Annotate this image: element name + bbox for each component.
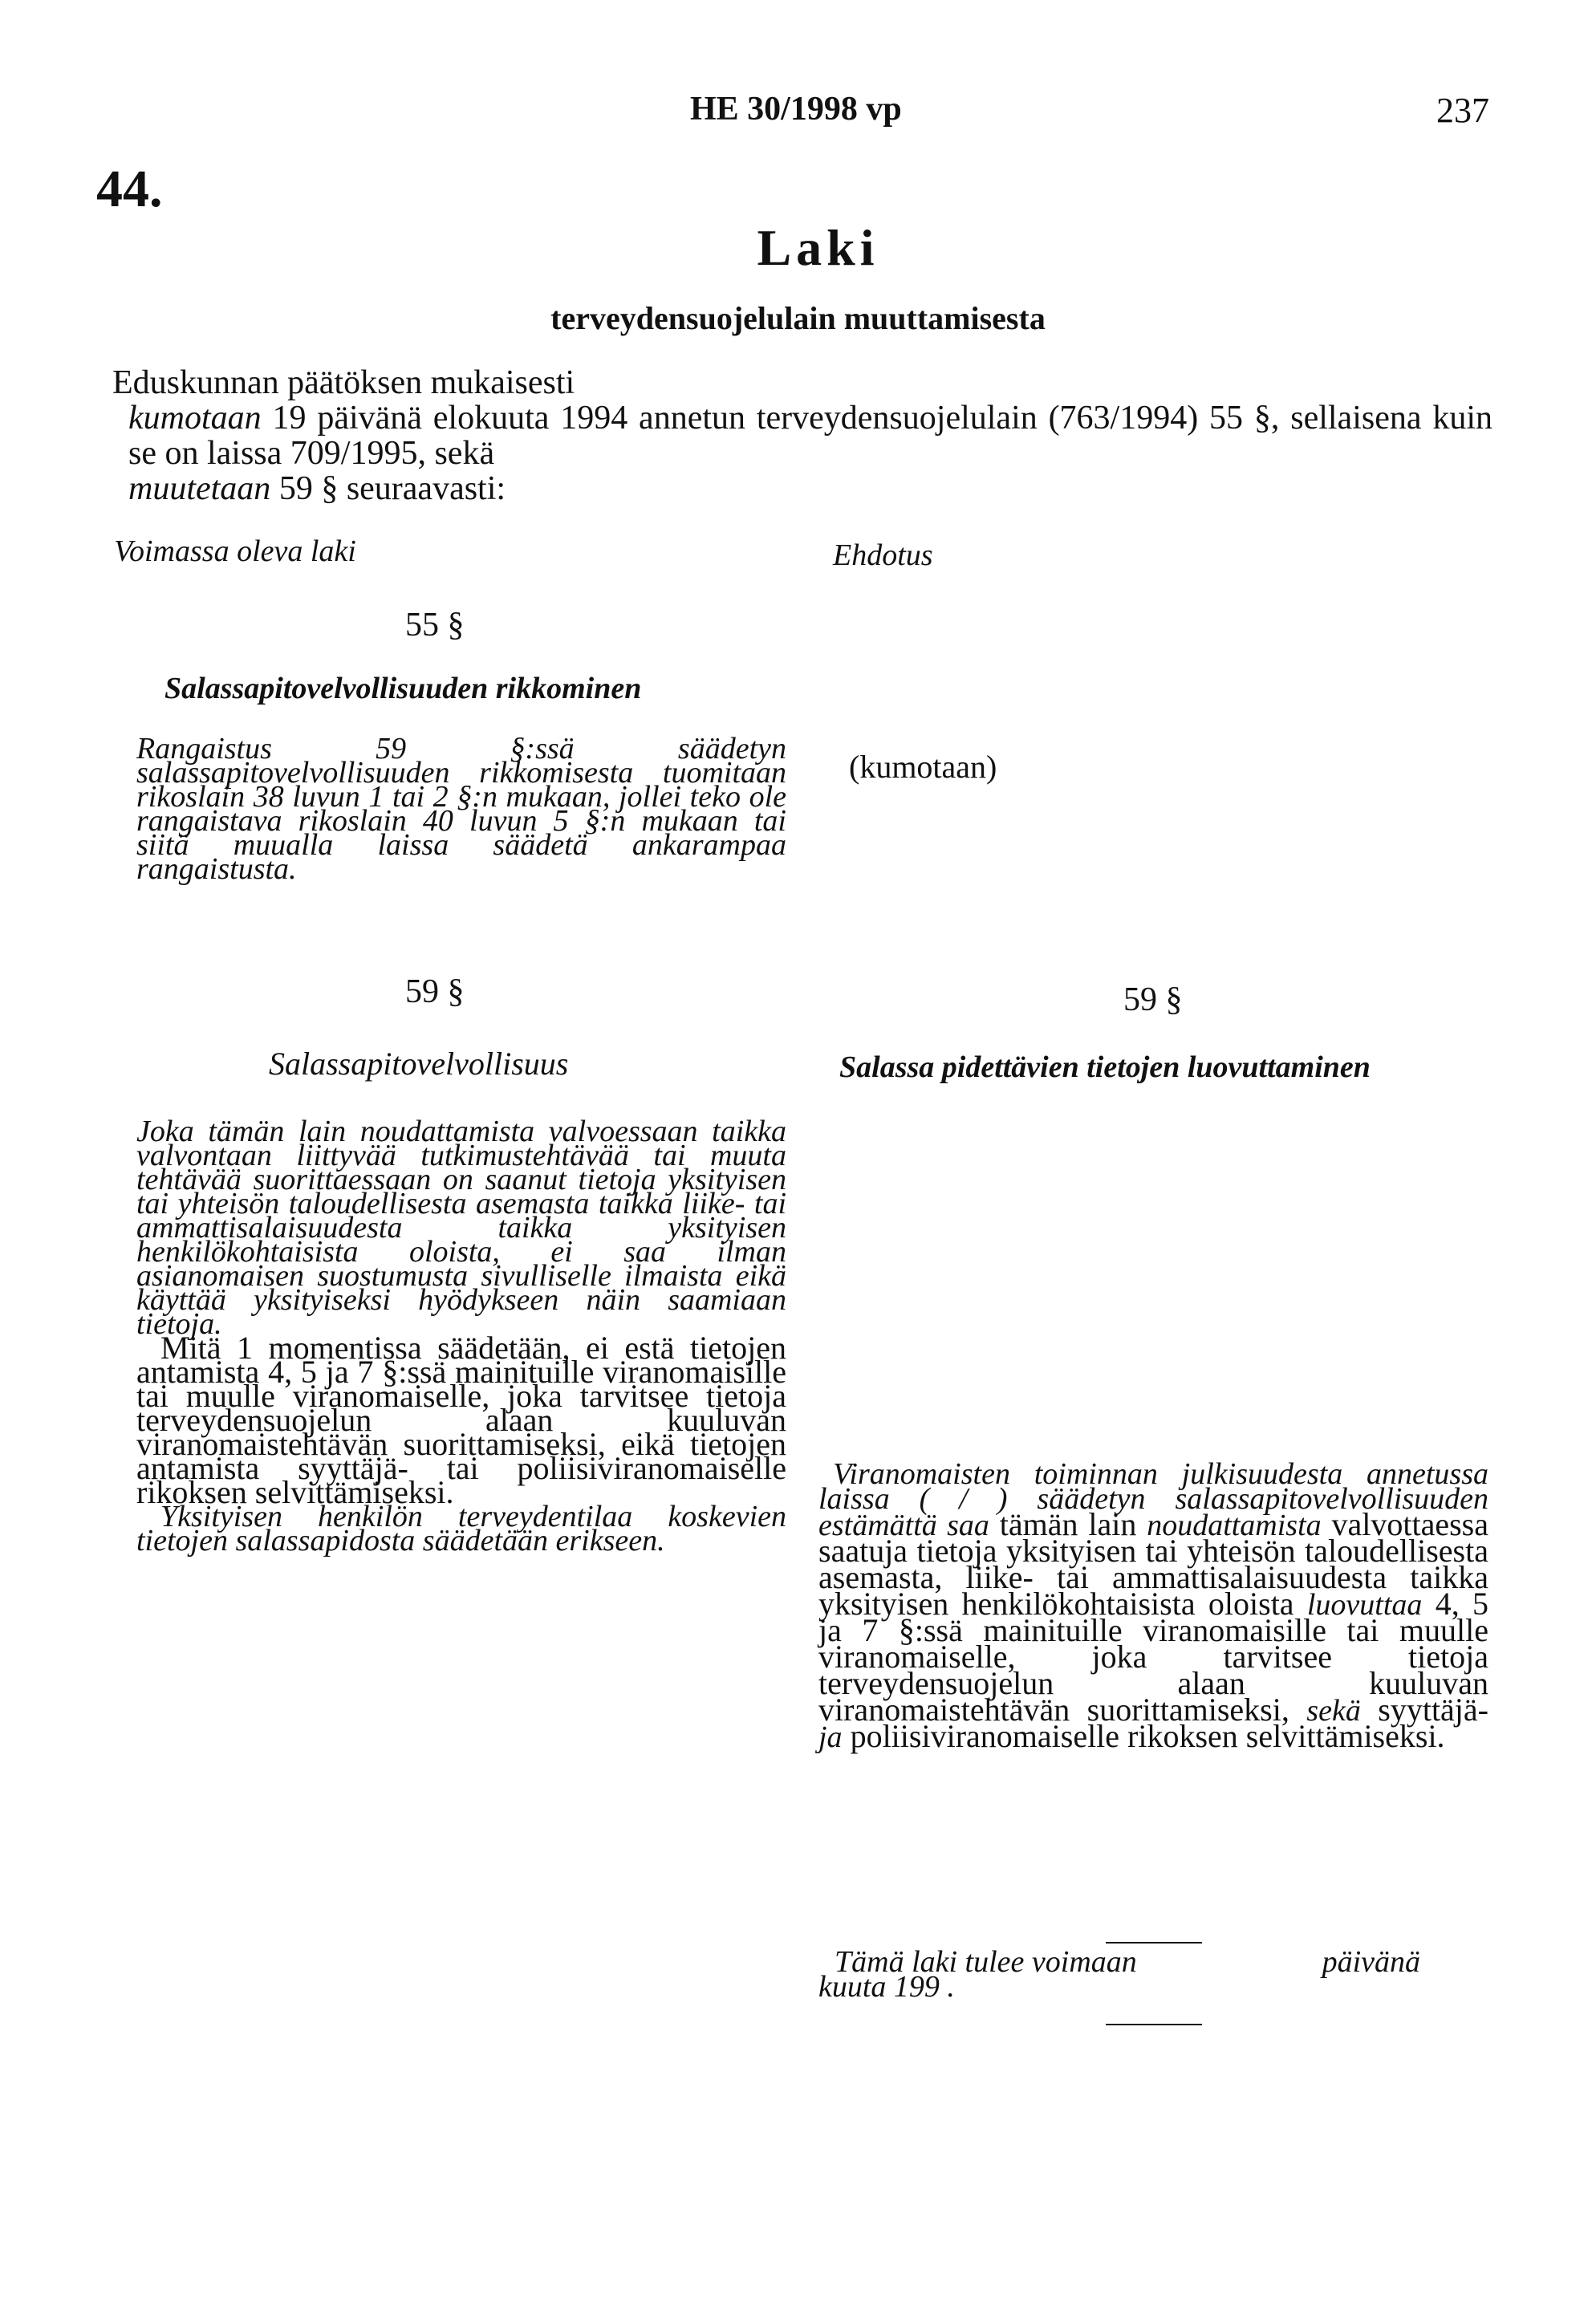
- page-number: 237: [1436, 91, 1489, 130]
- proposal-roman-1: tämän lain: [989, 1506, 1147, 1542]
- section-59-number-proposal: 59 §: [1123, 981, 1183, 1018]
- repeal-verb: kumotaan: [128, 400, 262, 437]
- law-title: Laki: [757, 219, 879, 276]
- preamble: [112, 365, 1492, 506]
- current-paragraph-1: Joka tämän lain noudattamista valvoessaan taikka valvontaan liittyvää tutkimustehtävää tai muuta tehtävää suorittaessaan on saanut tietoja yksityisen tai yhteisön taloudellisesta asemasta taikka liike- tai ammattisalaisuudesta taikka yksityisen henkilökohtaisista oloista, ei saa ilman asianomaisen suostumusta sivulliselle ilmaista eikä käyttää yksityiseksi hyödykseen näin saamiaan tietoja.: [136, 1115, 786, 1341]
- proposal-heading: Ehdotus: [833, 538, 933, 572]
- current-law-heading: Voimassa oleva laki: [114, 534, 356, 568]
- entry-into-force-month: kuuta 199 .: [818, 1970, 955, 2004]
- proposal-italic-2: noudattamista: [1147, 1509, 1322, 1542]
- proposal-roman-5: poliisiviranomaiselle rikoksen selvittämiseksi.: [842, 1718, 1445, 1754]
- section-55-heading: Salassapitovelvollisuuden rikkominen: [164, 672, 642, 705]
- proposal-paragraph: [818, 1457, 1488, 1754]
- entry-into-force-clause: [818, 1945, 1488, 2004]
- document-reference: HE 30/1998 vp: [690, 91, 902, 128]
- proposal-italic-4: sekä: [1306, 1694, 1361, 1728]
- amend-verb: muutetaan: [128, 470, 271, 507]
- repeal-text: 19 päivänä elokuuta 1994 annetun terveydensuojelulain (763/1994) 55 §, sellaisena kuin se on laissa 709/1995, sekä: [128, 400, 1492, 472]
- current-paragraph-2: Mitä 1 momentissa säädetään, ei estä tietojen antamista 4, 5 ja 7 §:ssä mainituille viranomaisille tai muulle viranomaiselle, joka tarvitsee tietoja terveydensuojelun alaan kuuluvan viranomaistehtävän suorittamiseksi, eikä tietojen antamista syyttäjä- tai poliisiviranomaiselle rikoksen selvittämiseksi.: [136, 1330, 786, 1510]
- section-59-heading-current: Salassapitovelvollisuus: [269, 1046, 569, 1082]
- current-paragraph-3: Yksityisen henkilön terveydentilaa koskevien tietojen salassapidosta säädetään erikseen.: [136, 1500, 786, 1558]
- entry-into-force-day: päivänä: [1322, 1945, 1420, 1979]
- section-59-current-text: [136, 1115, 786, 1558]
- law-subtitle: terveydensuojelulain muuttamisesta: [550, 300, 1046, 336]
- running-header: [0, 90, 1596, 138]
- section-59-proposal-text: [818, 1457, 1488, 1754]
- preamble-amend: [112, 471, 1492, 506]
- proposal-italic-3: luovuttaa: [1306, 1588, 1423, 1622]
- proposal-roman-4: syyttäjä-: [1360, 1692, 1488, 1728]
- proposal-roman-3: 4, 5 ja 7 §:ssä mainituille viranomaisille tai muulle viranomaiselle, joka tarvitsee tietoja terveydensuojelun alaan kuuluvan viranomaistehtävän suorittamiseksi,: [818, 1586, 1488, 1728]
- law-number: 44.: [96, 160, 163, 218]
- section-59-number-current: 59 §: [405, 973, 465, 1010]
- section-59-heading-proposal: Salassa pidettävien tietojen luovuttaminen: [839, 1050, 1371, 1084]
- proposal-italic-5: ja: [818, 1720, 843, 1754]
- separator-rule-top: [1106, 1942, 1202, 1943]
- proposal-italic-1: Viranomaisten toiminnan julkisuudesta annetussa laissa ( / ) säädetyn salassapitovelvollisuuden estämättä saa: [818, 1457, 1488, 1542]
- section-55-number: 55 §: [405, 607, 465, 644]
- preamble-intro: Eduskunnan päätöksen mukaisesti: [112, 364, 575, 401]
- preamble-repeal: [112, 400, 1492, 471]
- amend-text: 59 § seuraavasti:: [270, 470, 506, 507]
- proposal-roman-2: valvottaessa saatuja tietoja yksityisen tai yhteisön taloudellisesta asemasta, liike- tai ammattisalaisuudesta taikka yksityisen henkilökohtaisista oloista: [818, 1506, 1488, 1622]
- section-55-text: Rangaistus 59 §:ssä säädetyn salassapitovelvollisuuden rikkomisesta tuomitaan rikoslain 38 luvun 1 tai 2 §:n mukaan, jollei teko ole rangaistava rikoslain 40 luvun 5 §:n mukaan tai siitä muualla laissa säädetä ankarampaa rangaistusta.: [136, 732, 786, 886]
- separator-rule-bottom: [1106, 2024, 1202, 2025]
- entry-into-force-text: Tämä laki tulee voimaan: [835, 1945, 1137, 1979]
- section-55-proposal: (kumotaan): [849, 749, 997, 785]
